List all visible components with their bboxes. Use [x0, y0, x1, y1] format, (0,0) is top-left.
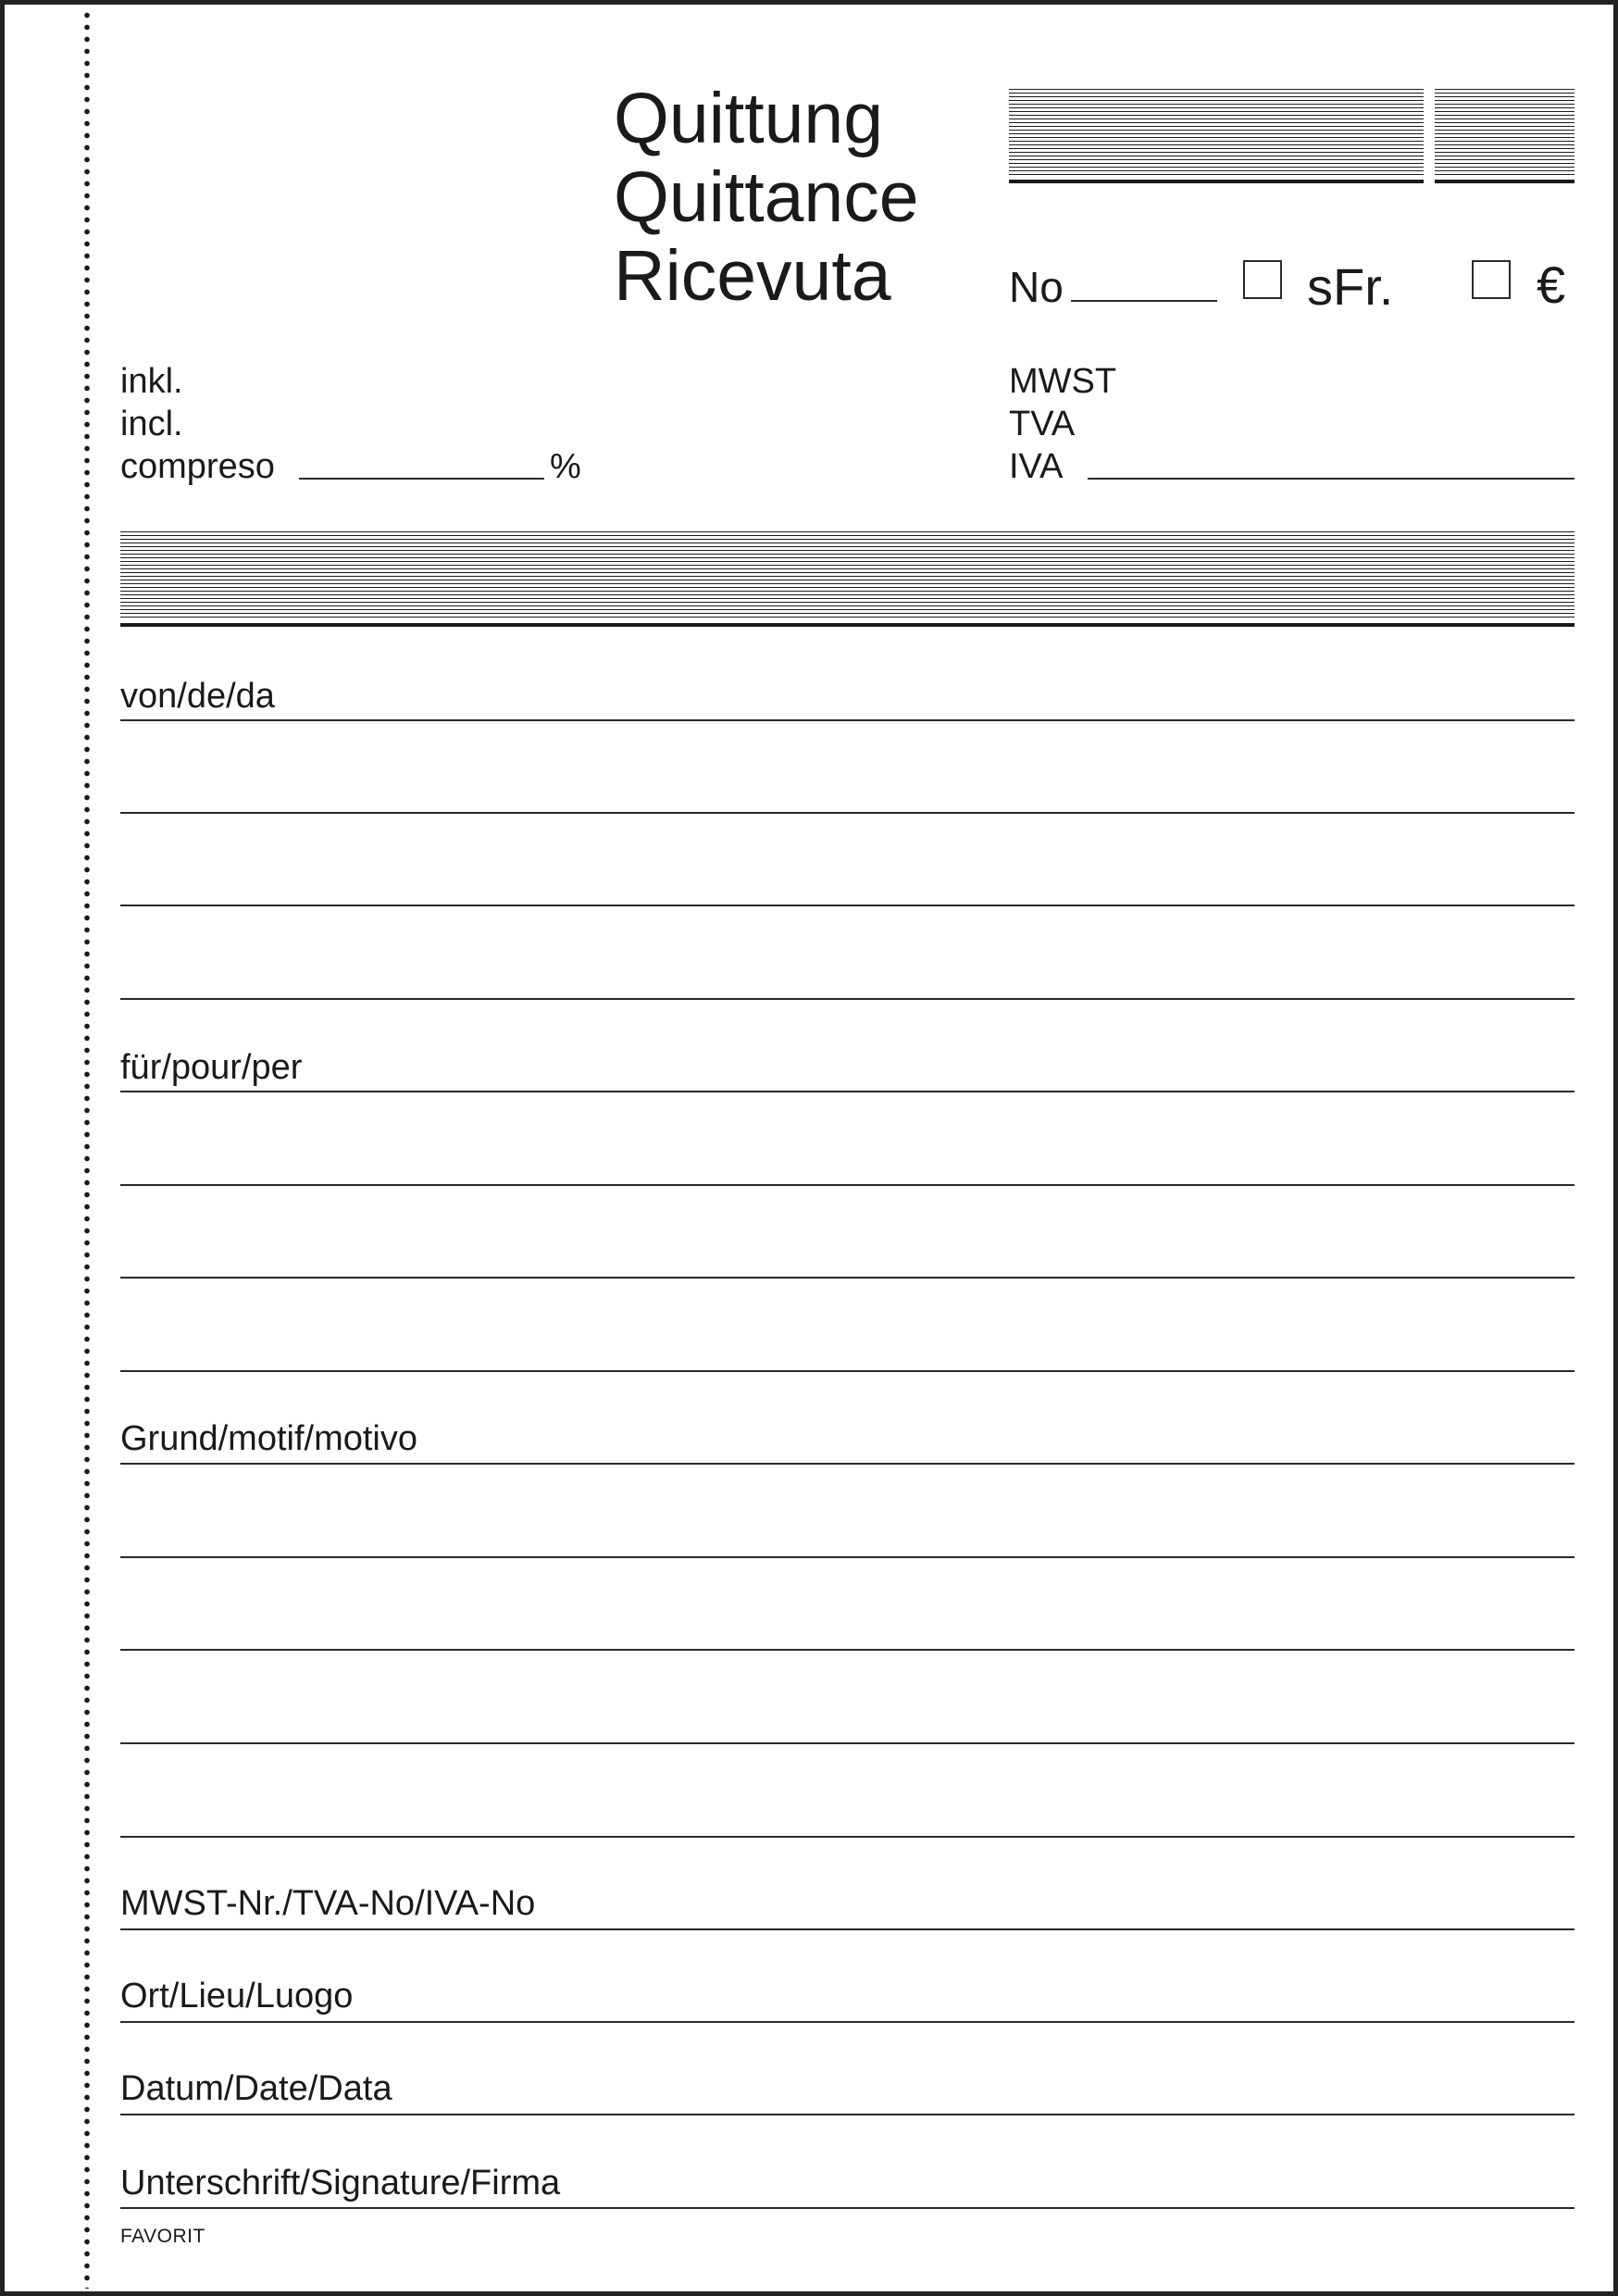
- place-line[interactable]: [120, 2021, 1574, 2023]
- from-line[interactable]: [120, 998, 1574, 1000]
- vat-incl-fr: incl.: [120, 405, 183, 443]
- number-label: No: [1009, 263, 1064, 311]
- from-label: von/de/da: [120, 677, 275, 716]
- vat-incl-de: inkl.: [120, 362, 183, 401]
- date-label: Datum/Date/Data: [120, 2069, 392, 2108]
- vat-incl-it: compreso: [120, 447, 275, 486]
- perforation-line: [84, 9, 90, 2289]
- eur-label: €: [1537, 256, 1566, 314]
- vat-amount-it: IVA: [1009, 447, 1064, 486]
- reason-line[interactable]: [120, 1742, 1574, 1744]
- number-field[interactable]: [1071, 300, 1217, 302]
- signature-label: Unterschrift/Signature/Firma: [120, 2164, 561, 2202]
- vat-amount-field[interactable]: [1088, 478, 1574, 480]
- amount-field-underline: [1009, 180, 1424, 183]
- title-de: Quittung: [614, 79, 884, 158]
- cents-field-hatch[interactable]: [1435, 89, 1574, 177]
- for-line[interactable]: [120, 1184, 1574, 1186]
- from-line[interactable]: [120, 719, 1574, 721]
- eur-checkbox[interactable]: [1472, 260, 1511, 299]
- date-line[interactable]: [120, 2114, 1574, 2115]
- chf-label: sFr.: [1307, 257, 1394, 316]
- title-fr: Quittance: [614, 157, 919, 237]
- vat-percent-field[interactable]: [299, 478, 544, 480]
- amount-in-words-underline: [120, 623, 1574, 627]
- from-line[interactable]: [120, 812, 1574, 814]
- signature-line[interactable]: [120, 2207, 1574, 2209]
- for-line[interactable]: [120, 1277, 1574, 1279]
- vat-number-line[interactable]: [120, 1928, 1574, 1930]
- reason-line[interactable]: [120, 1463, 1574, 1465]
- reason-line[interactable]: [120, 1649, 1574, 1651]
- vat-amount-de: MWST: [1009, 362, 1117, 401]
- place-label: Ort/Lieu/Luogo: [120, 1977, 354, 2015]
- from-line[interactable]: [120, 905, 1574, 906]
- for-line[interactable]: [120, 1370, 1574, 1372]
- cents-field-underline: [1435, 180, 1574, 183]
- vat-amount-fr: TVA: [1009, 405, 1076, 443]
- reason-line[interactable]: [120, 1556, 1574, 1558]
- title-it: Ricevuta: [614, 236, 891, 316]
- for-label: für/pour/per: [120, 1048, 303, 1087]
- reason-label: Grund/motif/motivo: [120, 1419, 417, 1458]
- amount-field-hatch[interactable]: [1009, 89, 1424, 177]
- reason-line[interactable]: [120, 1836, 1574, 1838]
- percent-sign: %: [550, 447, 581, 486]
- for-line[interactable]: [120, 1091, 1574, 1092]
- amount-in-words-hatch[interactable]: [120, 531, 1574, 620]
- chf-checkbox[interactable]: [1243, 260, 1282, 299]
- vat-number-label: MWST-Nr./TVA-No/IVA-No: [120, 1884, 536, 1923]
- brand-name: FAVORIT: [120, 2226, 205, 2247]
